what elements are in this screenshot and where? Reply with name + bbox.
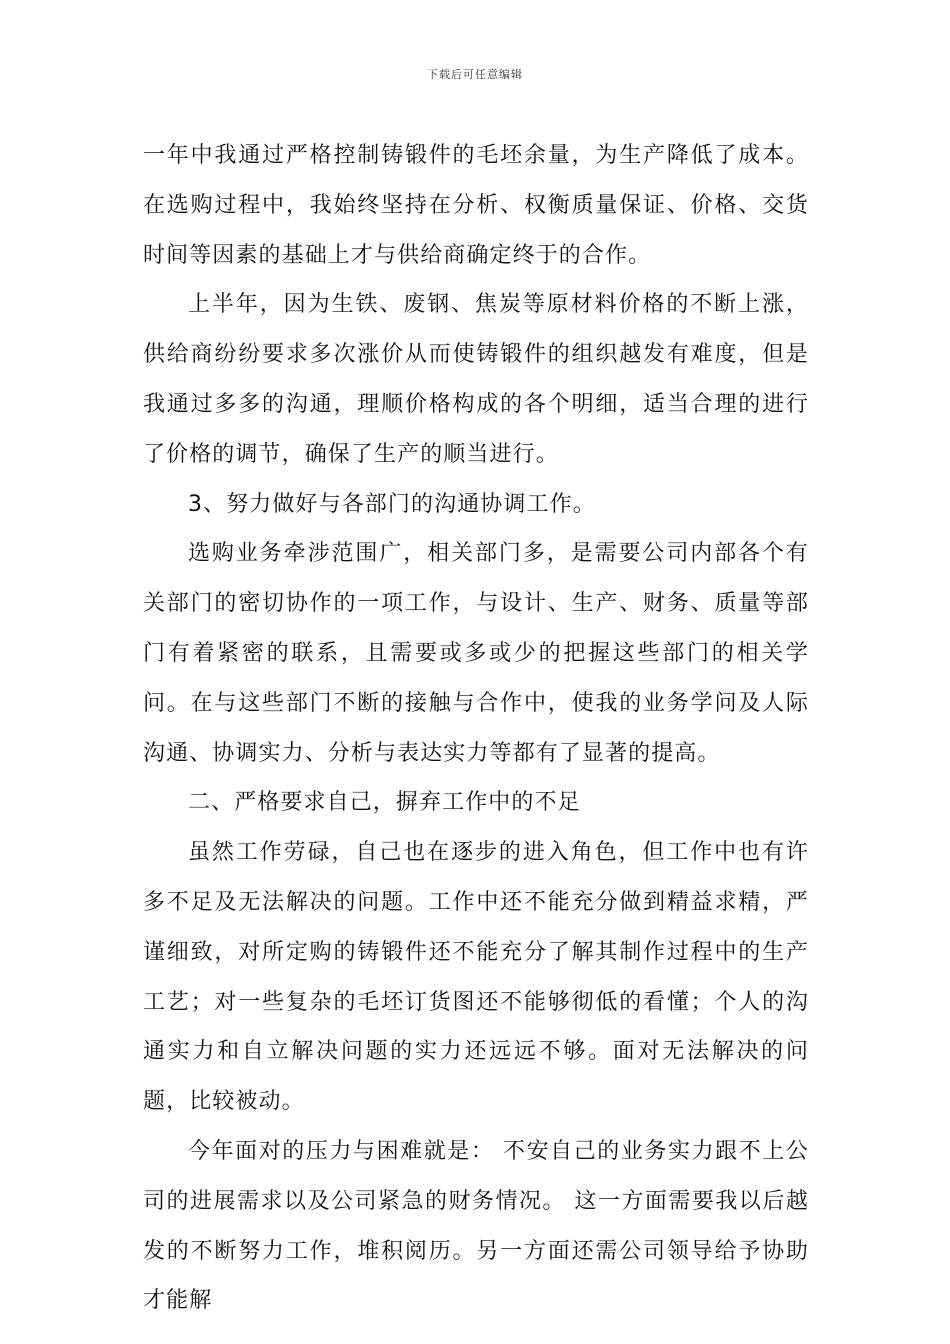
paragraph-7: 今年面对的压力与困难就是： 不安自己的业务实力跟不上公司的进展需求以及公司紧急的财务情况。 这一方面需要我以后越发的不断努力工作，堆积阅历。另一方面还需公司领导给予协助才能解 xyxy=(143,1138,809,1314)
paragraph-6: 虽然工作劳碌，自己也在逐步的进入角色，但工作中也有许多不足及无法解决的问题。工作中还不能充分做到精益求精，严谨细致，对所定购的铸锻件还不能充分了解其制作过程中的生产工艺；对一些复杂的毛坯订货图还不能够彻低的看懂；个人的沟通实力和自立解决问题的实力还远远不够。面对无法解决的问题，比较被动。 xyxy=(143,840,809,1115)
paragraph-2: 上半年，因为生铁、废钢、焦炭等原材料价格的不断上涨，供给商纷纷要求多次涨价从而使铸锻件的组织越发有难度，但是我通过多多的沟通，理顺价格构成的各个明细，适当合理的进行了价格的调节，确保了生产的顺当进行。 xyxy=(143,292,809,467)
page-header: 下载后可任意编辑 xyxy=(427,68,523,81)
paragraph-5-heading: 二、严格要求自己，摒弃工作中的不足 xyxy=(188,790,581,816)
paragraph-1: 一年中我通过严格控制铸锻件的毛坯余量，为生产降低了成本。在选购过程中，我始终坚持在分析、权衡质量保证、价格、交货时间等因素的基础上才与供给商确定终于的合作。 xyxy=(143,143,809,268)
paragraph-3-heading: 3、努力做好与各部门的沟通协调工作。 xyxy=(188,491,596,517)
paragraph-4: 选购业务牵涉范围广，相关部门多，是需要公司内部各个有关部门的密切协作的一项工作，与设计、生产、财务、质量等部门有着紧密的联系，且需要或多或少的把握这些部门的相关学问。在与这些部门不断的接触与合作中，使我的业务学问及人际沟通、协调实力、分析与表达实力等都有了显著的提高。 xyxy=(143,541,809,766)
document-body xyxy=(143,131,809,1326)
